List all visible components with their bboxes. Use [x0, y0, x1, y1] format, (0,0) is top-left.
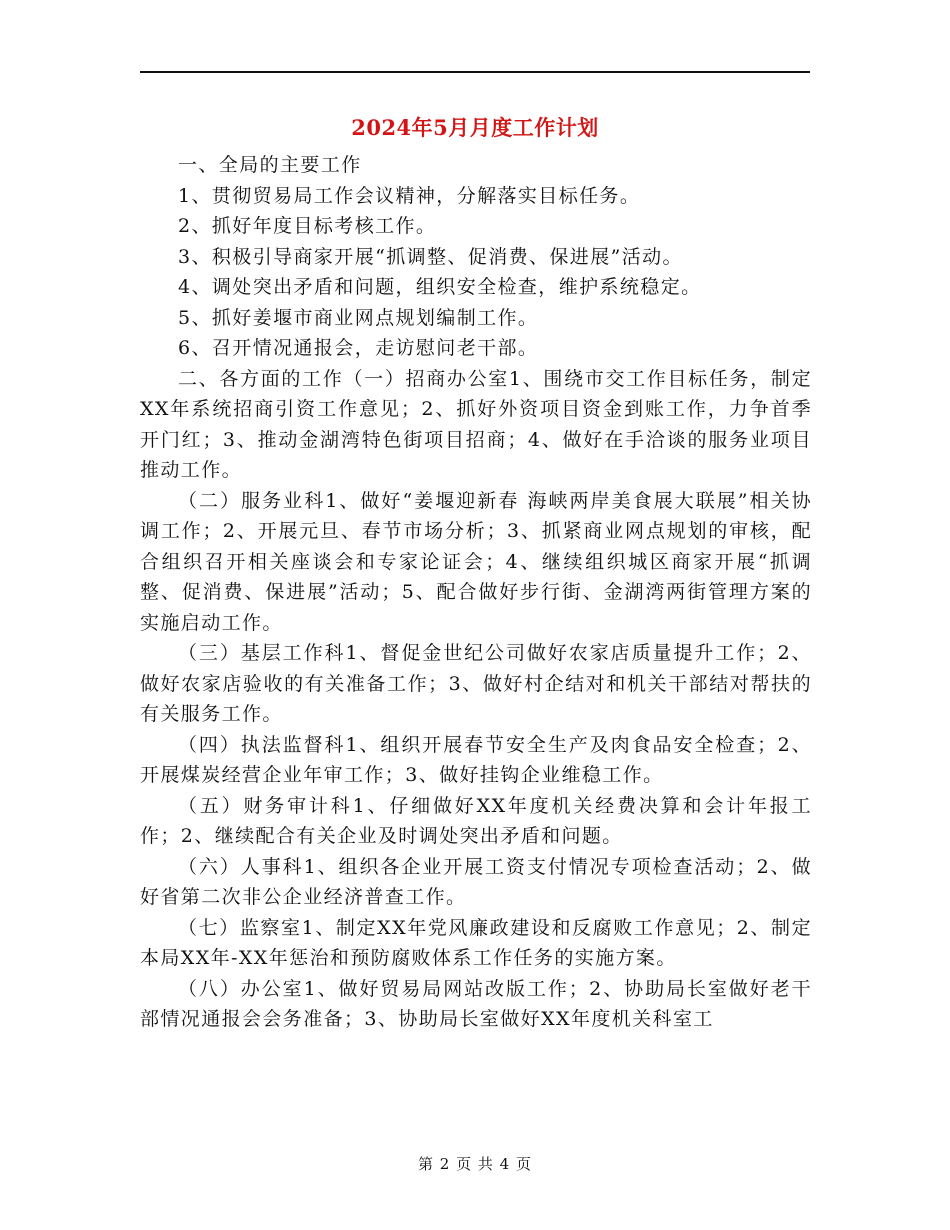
paragraph-12: （五）财务审计科1、仔细做好XX年度机关经费决算和会计年报工作；2、继续配合有关企业及时调处突出矛盾和问题。	[140, 794, 812, 847]
paragraph-6: 5、抓好姜堰市商业网点规划编制工作。	[178, 306, 539, 329]
document-body	[140, 150, 812, 1035]
paragraph-3: 2、抓好年度目标考核工作。	[178, 215, 437, 237]
paragraph-8: 二、各方面的工作（一）招商办公室1、围绕市交工作目标任务，制定XX年系统招商引资工作意见；2、抓好外资项目资金到账工作，力争首季开门红；3、推动金湖湾特色街项目招商；4、做好在手洽谈的服务业项目推动工作。	[140, 367, 812, 481]
paragraph-5: 4、调处突出矛盾和问题，组织安全检查，维护系统稳定。	[178, 276, 702, 298]
paragraph-11: （四）执法监督科1、组织开展春节安全生产及肉食品安全检查；2、开展煤炭经营企业年审工作；3、做好挂钩企业维稳工作。	[140, 733, 812, 786]
paragraph-10: （三）基层工作科1、督促金世纪公司做好农家店质量提升工作；2、做好农家店验收的有关准备工作；3、做好村企结对和机关干部结对帮扶的有关服务工作。	[140, 642, 812, 725]
paragraph-13: （六）人事科1、组织各企业开展工资支付情况专项检查活动；2、做好省第二次非公企业经济普查工作。	[140, 855, 812, 908]
document-title: 2024年5月月度工作计划	[351, 115, 599, 140]
paragraph-4: 3、积极引导商家开展“抓调整、促消费、保进展”活动。	[178, 245, 683, 268]
paragraph-1: 一、全局的主要工作	[178, 154, 362, 176]
paragraph-15: （八）办公室1、做好贸易局网站改版工作；2、协助局长室做好老干部情况通报会会务准备；3、协助局长室做好XX年度机关科室工	[140, 977, 812, 1030]
page-number-footer: 第 2 页 共 4 页	[418, 1155, 532, 1173]
paragraph-9: （二）服务业科1、做好“姜堰迎新春 海峡两岸美食展大联展”相关协调工作；2、开展元旦、春节市场分析；3、抓紧商业网点规划的审核，配合组织召开相关座谈会和专家论证会；4、继续组织城区商家开展“抓调整、促消费、保进展”活动；5、配合做好步行街、金湖湾两街管理方案的实施启动工作。	[140, 489, 812, 634]
paragraph-14: （七）监察室1、制定XX年党风廉政建设和反腐败工作意见；2、制定本局XX年-XX年惩治和预防腐败体系工作任务的实施方案。	[140, 916, 812, 969]
paragraph-2: 1、贯彻贸易局工作会议精神，分解落实目标任务。	[178, 184, 641, 207]
paragraph-7: 6、召开情况通报会，走访慰问老干部。	[178, 337, 539, 359]
header-rule	[140, 71, 810, 73]
